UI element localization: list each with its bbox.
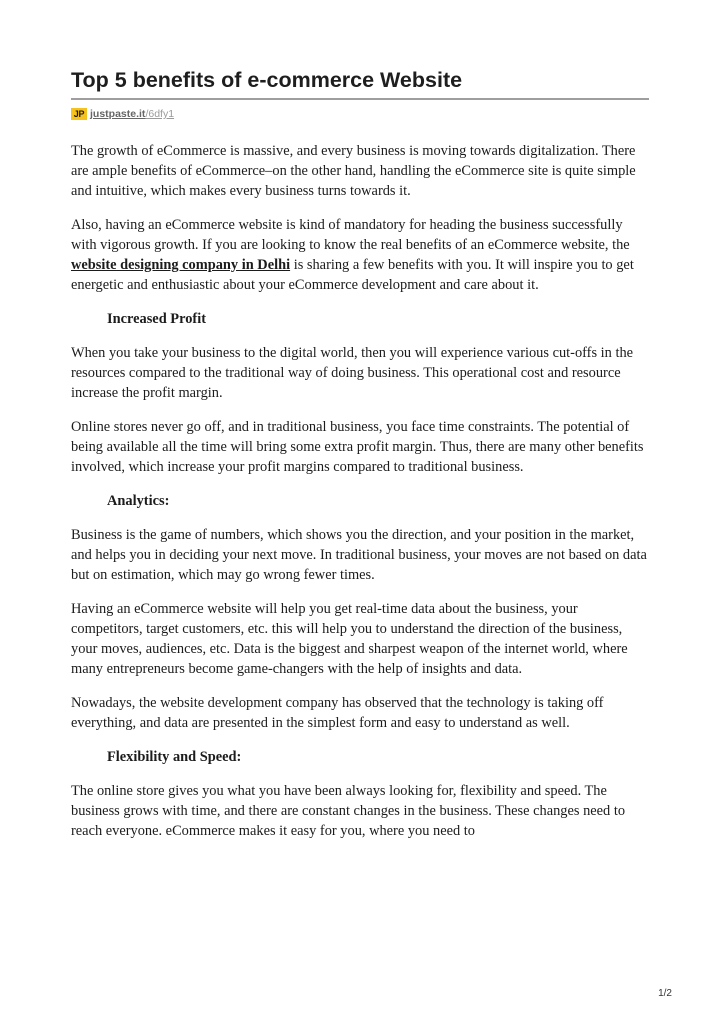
heading-analytics: Analytics: xyxy=(107,493,170,509)
paragraph-analytics-1: Business is the game of numbers, which shows you the direction, and your position in the market, and helps you in deciding your next move. In traditional business, your moves are not based on data but on estimation, which may go wrong fewer times. xyxy=(71,527,647,583)
paragraph-flexibility-1: The online store gives you what you have been always looking for, flexibility and speed. The business grows with time, and there are constant changes in the business. These changes need to reach everyone. eCommerce makes it easy for you, where you need to xyxy=(71,783,626,839)
paragraph-text: Also, having an eCommerce website is kind of mandatory for heading the business successfully with vigorous growth. If you are looking to know the real benefits of an eCommerce website, the xyxy=(71,217,630,253)
paragraph-mandatory xyxy=(71,215,651,295)
website-designing-link[interactable]: website designing company in Delhi xyxy=(71,257,291,273)
title-divider xyxy=(71,98,649,100)
paragraph-profit-1: When you take your business to the digital world, then you will experience various cut-offs in the resources compared to the traditional way of doing business. This operational cost and resource increase the profit margin. xyxy=(71,345,634,401)
heading-increased-profit: Increased Profit xyxy=(107,311,206,327)
source-domain[interactable]: justpaste.it xyxy=(90,108,146,120)
paragraph-profit-2: Online stores never go off, and in traditional business, you face time constraints. The potential of being available all the time will bring some extra profit margin. Thus, there are many other benefits involved, which increase your profit margins compared to traditional business. xyxy=(71,419,644,475)
justpaste-logo-icon: JP xyxy=(71,108,87,120)
page-number: 1/2 xyxy=(658,988,672,999)
paragraph-analytics-2: Having an eCommerce website will help you get real-time data about the business, your competitors, target customers, etc. this will help you to understand the direction of the business, your moves, audiences, etc. Data is the biggest and sharpest weapon of the internet world, where many entrepreneurs become game-changers with the help of insights and data. xyxy=(71,601,628,677)
source-path[interactable]: /6dfy1 xyxy=(145,108,175,120)
paragraph-intro: The growth of eCommerce is massive, and every business is moving towards digitalization. There are ample benefits of eCommerce–on the other hand, handling the eCommerce site is quite simple and intuitive, which makes every business turns towards it. xyxy=(71,143,636,199)
paragraph-text: is sharing a few benefits with you. It will inspire you to get energetic and enthusiastic about your eCommerce development and care about it. xyxy=(71,257,634,293)
page-title: Top 5 benefits of e-commerce Website xyxy=(71,68,463,92)
paragraph-analytics-3: Nowadays, the website development company has observed that the technology is taking off everything, and data are presented in the simplest form and easy to understand as well. xyxy=(71,695,604,731)
source-link[interactable] xyxy=(71,107,174,121)
article-body xyxy=(71,141,651,855)
heading-flexibility-speed: Flexibility and Speed: xyxy=(107,749,242,765)
